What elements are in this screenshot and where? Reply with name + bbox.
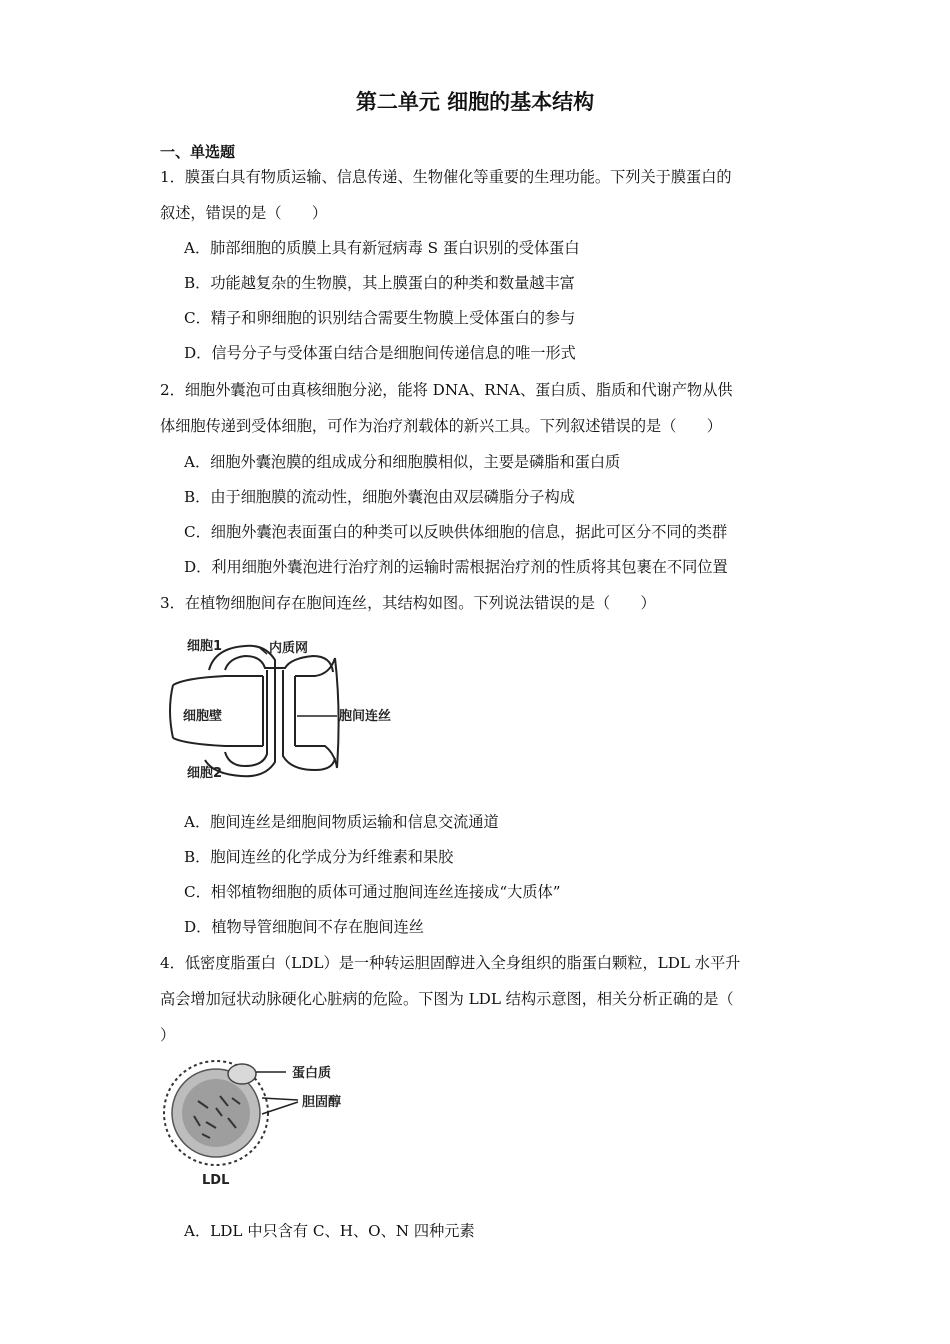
question-1-option-d: D．信号分子与受体蛋白结合是细胞间传递信息的唯一形式 (184, 344, 576, 362)
question-3-option-a: A．胞间连丝是细胞间物质运输和信息交流通道 (184, 813, 499, 831)
figure-label-protein: 蛋白质 (292, 1066, 332, 1081)
section-heading: 一、单选题 (160, 143, 236, 161)
question-1-option-a: A．肺部细胞的质膜上具有新冠病毒 S 蛋白识别的受体蛋白 (184, 239, 580, 257)
plasmodesmata-diagram (165, 630, 405, 785)
figure-label-cell-2: 细胞2 (187, 766, 223, 781)
question-3-option-b: B．胞间连丝的化学成分为纤维素和果胶 (184, 848, 454, 866)
question-2-option-d: D．利用细胞外囊泡进行治疗剂的运输时需根据治疗剂的性质将其包裹在不同位置 (184, 558, 728, 576)
figure-label-er: 内质网 (269, 641, 309, 656)
question-3-line-1: 3．在植物细胞间存在胞间连丝，其结构如图。下列说法错误的是（ ） (160, 594, 656, 612)
question-1-option-b: B．功能越复杂的生物膜，其上膜蛋白的种类和数量越丰富 (184, 274, 575, 292)
question-2-option-c: C．细胞外囊泡表面蛋白的种类可以反映供体细胞的信息，据此可区分不同的类群 (184, 523, 728, 541)
question-3-option-d: D．植物导管细胞间不存在胞间连丝 (184, 918, 424, 936)
question-4-line-1: 4．低密度脂蛋白（LDL）是一种转运胆固醇进入全身组织的脂蛋白颗粒，LDL 水平升 (160, 954, 741, 972)
figure-label-cell-1: 细胞1 (187, 639, 223, 654)
question-1-line-1: 1．膜蛋白具有物质运输、信息传递、生物催化等重要的生理功能。下列关于膜蛋白的 (160, 168, 732, 186)
question-2-line-2: 体细胞传递到受体细胞，可作为治疗剂载体的新兴工具。下列叙述错误的是（ ） (160, 417, 722, 435)
question-1-line-2: 叙述，错误的是（ ） (160, 204, 328, 222)
ldl-diagram (158, 1056, 358, 1191)
figure-label-cell-wall: 细胞壁 (183, 709, 223, 724)
question-2-line-1: 2．细胞外囊泡可由真核细胞分泌，能将 DNA、RNA、蛋白质、脂质和代谢产物从供 (160, 381, 733, 399)
question-4-option-a: A．LDL 中只含有 C、H、O、N 四种元素 (184, 1222, 475, 1240)
question-2-option-b: B．由于细胞膜的流动性，细胞外囊泡由双层磷脂分子构成 (184, 488, 575, 506)
question-1-option-c: C．精子和卵细胞的识别结合需要生物膜上受体蛋白的参与 (184, 309, 576, 327)
question-4-line-2: 高会增加冠状动脉硬化心脏病的危险。下图为 LDL 结构示意图，相关分析正确的是（ (160, 990, 734, 1008)
page-title: 第二单元 细胞的基本结构 (355, 90, 595, 114)
figure-label-ldl: LDL (202, 1173, 230, 1188)
question-4-line-3: ） (160, 1026, 176, 1044)
figure-label-plasmodesmata: 胞间连丝 (339, 709, 392, 724)
question-3-option-c: C．相邻植物细胞的质体可通过胞间连丝连接成“大质体” (184, 883, 561, 901)
figure-label-cholesterol: 胆固醇 (302, 1095, 342, 1110)
question-2-option-a: A．细胞外囊泡膜的组成成分和细胞膜相似，主要是磷脂和蛋白质 (184, 453, 621, 471)
